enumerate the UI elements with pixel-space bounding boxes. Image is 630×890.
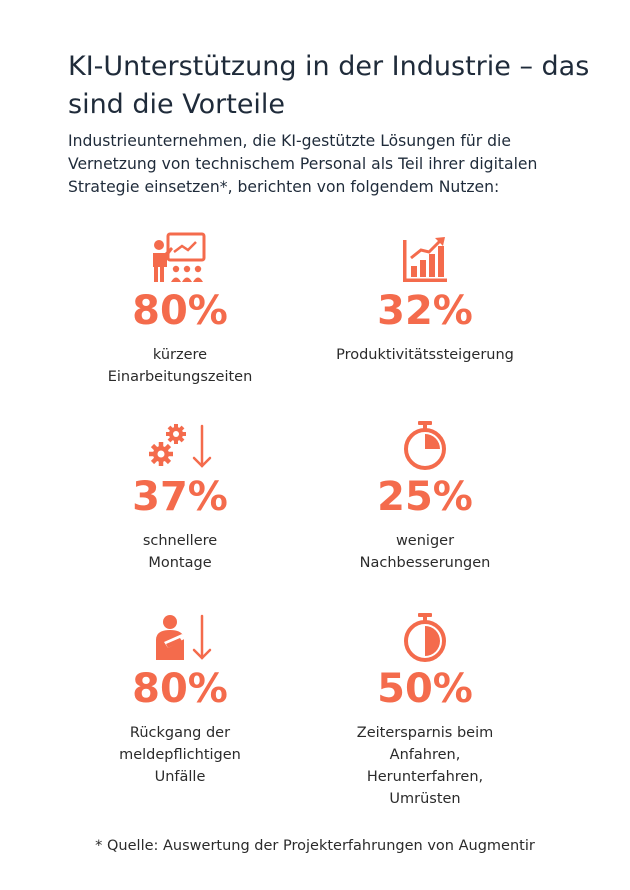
stat-productivity [305,232,545,366]
source-footnote: * Quelle: Auswertung der Projekterfahrungen von Augmentir [95,838,535,854]
stat-label: Zeitersparnis beim Anfahren, Herunterfahren, Umrüsten [356,725,494,807]
stat-rework [305,418,545,574]
stat-accidents [60,610,300,788]
stat-label: Produktivitätssteigerung [336,347,514,363]
page-title: KI-Unterstützung in der Industrie – das sind die Vorteile [68,51,590,121]
intro-text: Industrieunternehmen, die KI-gestützte Lösungen für die Vernetzung von technischem Personal als Teil ihrer digitalen Strategie einsetzen*, berichten von folgendem Nutzen: [68,132,538,196]
stat-time-savings [305,610,545,810]
stat-value: 25% [377,474,473,520]
injured-worker-down-arrow-icon [60,610,300,662]
stat-value: 80% [132,288,228,334]
stopwatch-half-icon [305,610,545,662]
stat-label: Rückgang der meldepflichtigen Unfälle [119,725,241,785]
stat-assembly [60,418,300,574]
stat-label: schnellere Montage [142,533,218,571]
gears-down-arrow-icon [60,418,300,470]
stopwatch-icon [305,418,545,470]
stat-label: kürzere Einarbeitungszeiten [107,347,253,385]
stat-value: 50% [377,666,473,712]
stat-value: 80% [132,666,228,712]
stat-value: 32% [377,288,473,334]
bar-chart-growth-icon [305,232,545,284]
stat-label: weniger Nachbesserungen [359,533,491,571]
stat-value: 37% [132,474,228,520]
presentation-training-icon [60,232,300,284]
stat-onboarding [60,232,300,388]
